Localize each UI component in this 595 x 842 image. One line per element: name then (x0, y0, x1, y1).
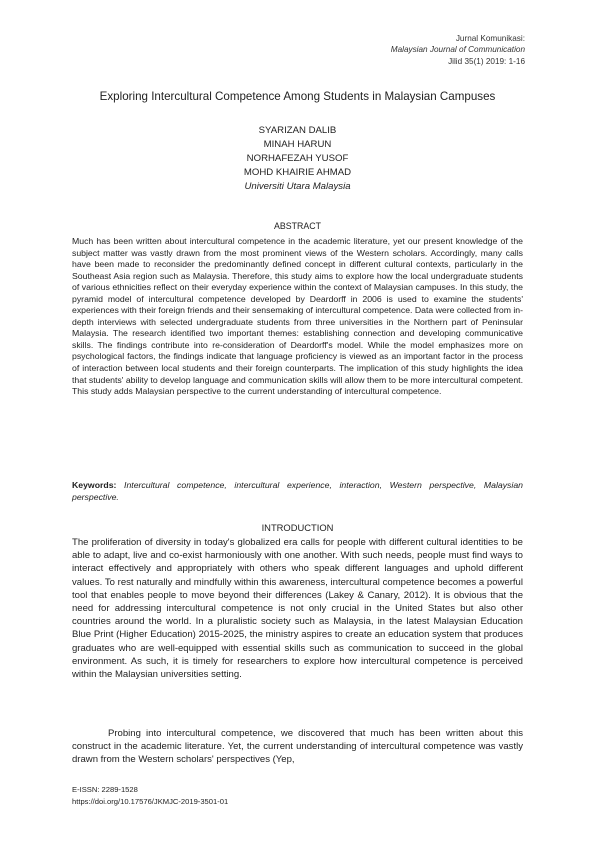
abstract-text: Much has been written about intercultural competence in the academic literature, yet our present knowledge of the subject matter was vastly drawn from the most prominent views of the Western scholars. Accordingly, many calls have been made to reconsider the predominantly defined concept in different cultural contexts, particularly in the Southeast Asia region such as Malaysia. Therefore, this study aims to explore how the local undergraduate students of various ethnicities reflect on their everyday experience within the context of Malaysian campuses. In this study, the pyramid model of intercultural competence developed by Deardorff in 2006 is used to examine the students' experiences with their foreign friends and their sensemaking of intercultural competence. Data were collected from in-depth interviews with selected undergraduate students from three universities in the Northern part of Peninsular Malaysia. The research identified two important themes: establishing connection and developing communicative skills. The findings contribute into re-consideration of Deardorff's model. While the model emphasizes more on psychological factors, the findings indicate that language proficiency is viewed as an important factor in the process of interaction between local students and their foreign counterparts. The implication of this study highlights the idea that students' ability to develop language and communication skills will allow them to be more intercultural competent. This study adds Malaysian perspective to the current understanding of intercultural competence. (72, 236, 524, 397)
author-name: SYARIZAN DALIB (258, 125, 337, 136)
introduction-heading: INTRODUCTION (261, 522, 334, 533)
author-name: MINAH HARUN (263, 139, 332, 150)
journal-subtitle: Malaysian Journal of Communication (390, 45, 525, 55)
eissn: E-ISSN: 2289-1528 (72, 785, 138, 794)
author-name: NORHAFEZAH YUSOF (246, 153, 349, 164)
keywords-text: Intercultural competence, intercultural experience, interaction, Western perspective, Malaysian perspective. (72, 480, 523, 502)
journal-name: Jurnal Komunikasi: (455, 34, 525, 43)
author-block (0, 124, 595, 194)
author-affiliation: Universiti Utara Malaysia (244, 181, 351, 192)
abstract-heading: ABSTRACT (274, 221, 321, 231)
paper-title: Exploring Intercultural Competence Among Students in Malaysian Campuses (99, 90, 496, 103)
keywords-label: Keywords: (72, 480, 117, 490)
introduction-paragraph-2: Probing into intercultural competence, we discovered that much has been written about this construct in the academic literature. Yet, the current understanding of intercultural competence was vastly drawn from the Western scholars' perspectives (Yep, (72, 728, 523, 766)
keywords (72, 480, 523, 504)
page-footer (72, 784, 228, 807)
author-name: MOHD KHAIRIE AHMAD (243, 167, 352, 178)
doi-link[interactable]: https://doi.org/10.17576/JKMJC-2019-3501-01 (72, 796, 229, 806)
journal-volume: Jilid 35(1) 2019: 1-16 (448, 56, 525, 66)
journal-header (391, 33, 525, 67)
introduction-paragraph-1: The proliferation of diversity in today's globalized era calls for people with different cultural identities to be able to adapt, live and co-exist harmoniously with one another. With such needs, people must find ways to interact effectively and appropriately with others who speak different languages and uphold different values. To rest naturally and mindfully within this awareness, intercultural competence becomes a powerful tool that enables people to move beyond their differences (Lakey & Canary, 2012). It is obvious that the need for addressing intercultural competence is not only crucial in the United States but also other countries around the world. In a pluralistic society such as Malaysia, in the latest Malaysian Education Blue Print (Higher Education) 2015-2025, the ministry aspires to create an education system that produces graduates who are well-equipped with essential skills such as communication to succeed in the global environment. As such, it is timely for researchers to explore how intercultural competence is perceived within the Malaysian universities setting. (72, 537, 523, 681)
